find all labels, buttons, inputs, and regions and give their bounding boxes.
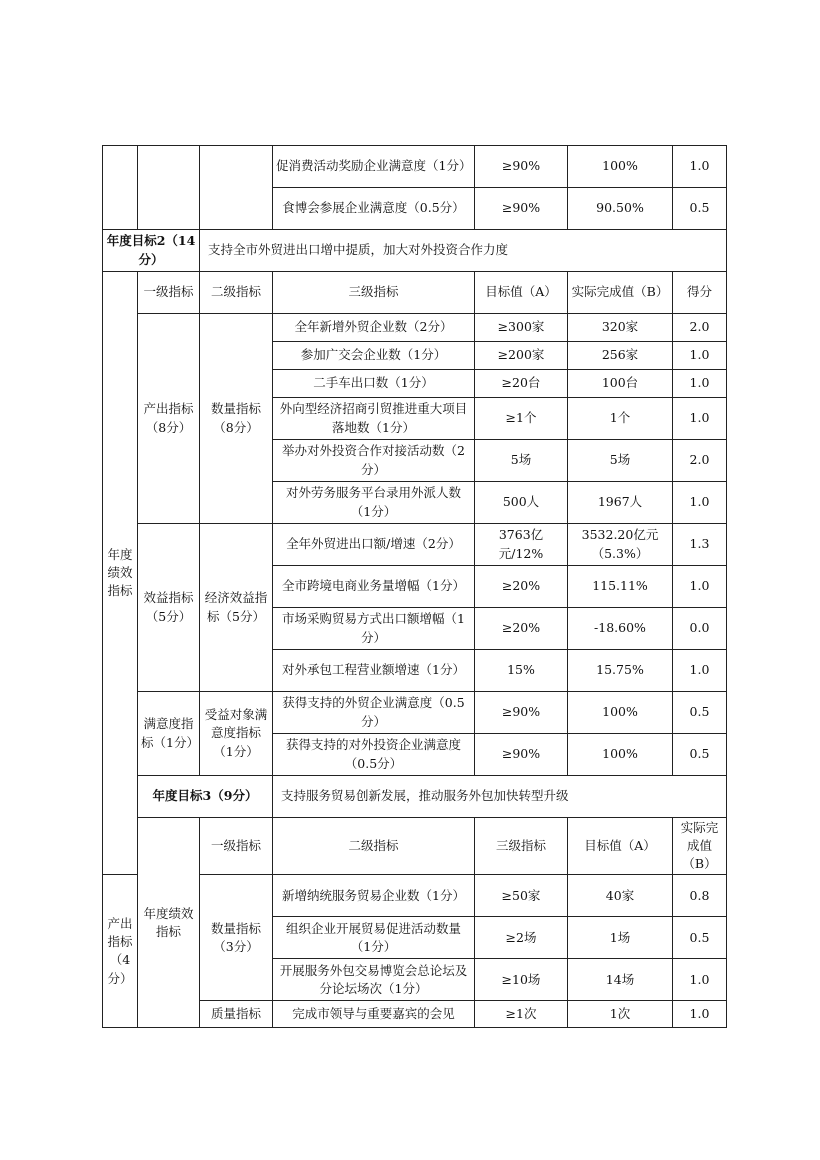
table-row: 举办对外投资合作对接活动数（2分） 5场 5场 2.0: [103, 440, 727, 482]
table-row: 满意度指标（1分） 受益对象满意度指标（1分） 获得支持的外贸企业满意度（0.5分） ≥90% 100% 0.5: [103, 692, 727, 734]
header-level1: 一级指标: [138, 272, 200, 314]
table-row: 二手车出口数（1分） ≥20台 100台 1.0: [103, 370, 727, 398]
table-row: 市场采购贸易方式出口额增幅（1分） ≥20% -18.60% 0.0: [103, 608, 727, 650]
table-row: 对外劳务服务平台录用外派人数（1分） 500人 1967人 1.0: [103, 482, 727, 524]
table-row: 参加广交会企业数（1分） ≥200家 256家 1.0: [103, 342, 727, 370]
side-label: 年度绩效指标: [138, 818, 200, 1028]
table-row: 组织企业开展贸易促进活动数量（1分） ≥2场 1场 0.5: [103, 917, 727, 959]
table-row: 食博会参展企业满意度（0.5分） ≥90% 90.50% 0.5: [103, 188, 727, 230]
table-row: 促消费活动奖励企业满意度（1分） ≥90% 100% 1.0: [103, 146, 727, 188]
table-row: 开展服务外包交易博览会总论坛及分论坛场次（1分） ≥10场 14场 1.0: [103, 959, 727, 1001]
header-target: 目标值（A）: [568, 818, 673, 875]
table-row: 获得支持的对外投资企业满意度（0.5分） ≥90% 100% 0.5: [103, 734, 727, 776]
table-row: 外向型经济招商引贸推进重大项目落地数（1分） ≥1个 1个 1.0: [103, 398, 727, 440]
table-row: 质量指标 完成市领导与重要嘉宾的会见 ≥1次 1次 1.0: [103, 1001, 727, 1028]
table-row: 产出指标（8分） 数量指标（8分） 全年新增外贸企业数（2分） ≥300家 320家 2.0: [103, 314, 727, 342]
header-target: 目标值（A）: [475, 272, 568, 314]
goal-row: [103, 776, 727, 818]
header-row: [103, 818, 727, 875]
header-level3: 三级指标: [273, 272, 475, 314]
goal-row: [103, 230, 727, 272]
header-score: 得分: [673, 272, 727, 314]
header-level1: 一级指标: [200, 818, 273, 875]
table-row: 全市跨境电商业务量增幅（1分） ≥20% 115.11% 1.0: [103, 566, 727, 608]
side-label: 年度绩效指标: [103, 272, 138, 875]
table-row: 产出指标（4分） 数量指标（3分） 新增纳统服务贸易企业数（1分） ≥50家 40家 0.8: [103, 875, 727, 917]
performance-table: [102, 145, 727, 1028]
table-row: 效益指标（5分） 经济效益指标（5分） 全年外贸进出口额/增速（2分） 3763亿元/12% 3532.20亿元（5.3%） 1.3: [103, 524, 727, 566]
header-row: [103, 272, 727, 314]
header-level3: 三级指标: [475, 818, 568, 875]
header-level2: 二级指标: [200, 272, 273, 314]
header-level2: 二级指标: [273, 818, 475, 875]
goal-description: 支持全市外贸进出口增中提质，加大对外投资合作力度: [200, 230, 727, 272]
table-row: 对外承包工程营业额增速（1分） 15% 15.75% 1.0: [103, 650, 727, 692]
header-actual: 实际完成值（B）: [568, 272, 673, 314]
goal-description: 支持服务贸易创新发展，推动服务外包加快转型升级: [273, 776, 727, 818]
goal-label: 年度目标2（14分）: [103, 230, 200, 272]
header-actual: 实际完成值（B）: [673, 818, 727, 875]
goal-label: 年度目标3（9分）: [138, 776, 273, 818]
